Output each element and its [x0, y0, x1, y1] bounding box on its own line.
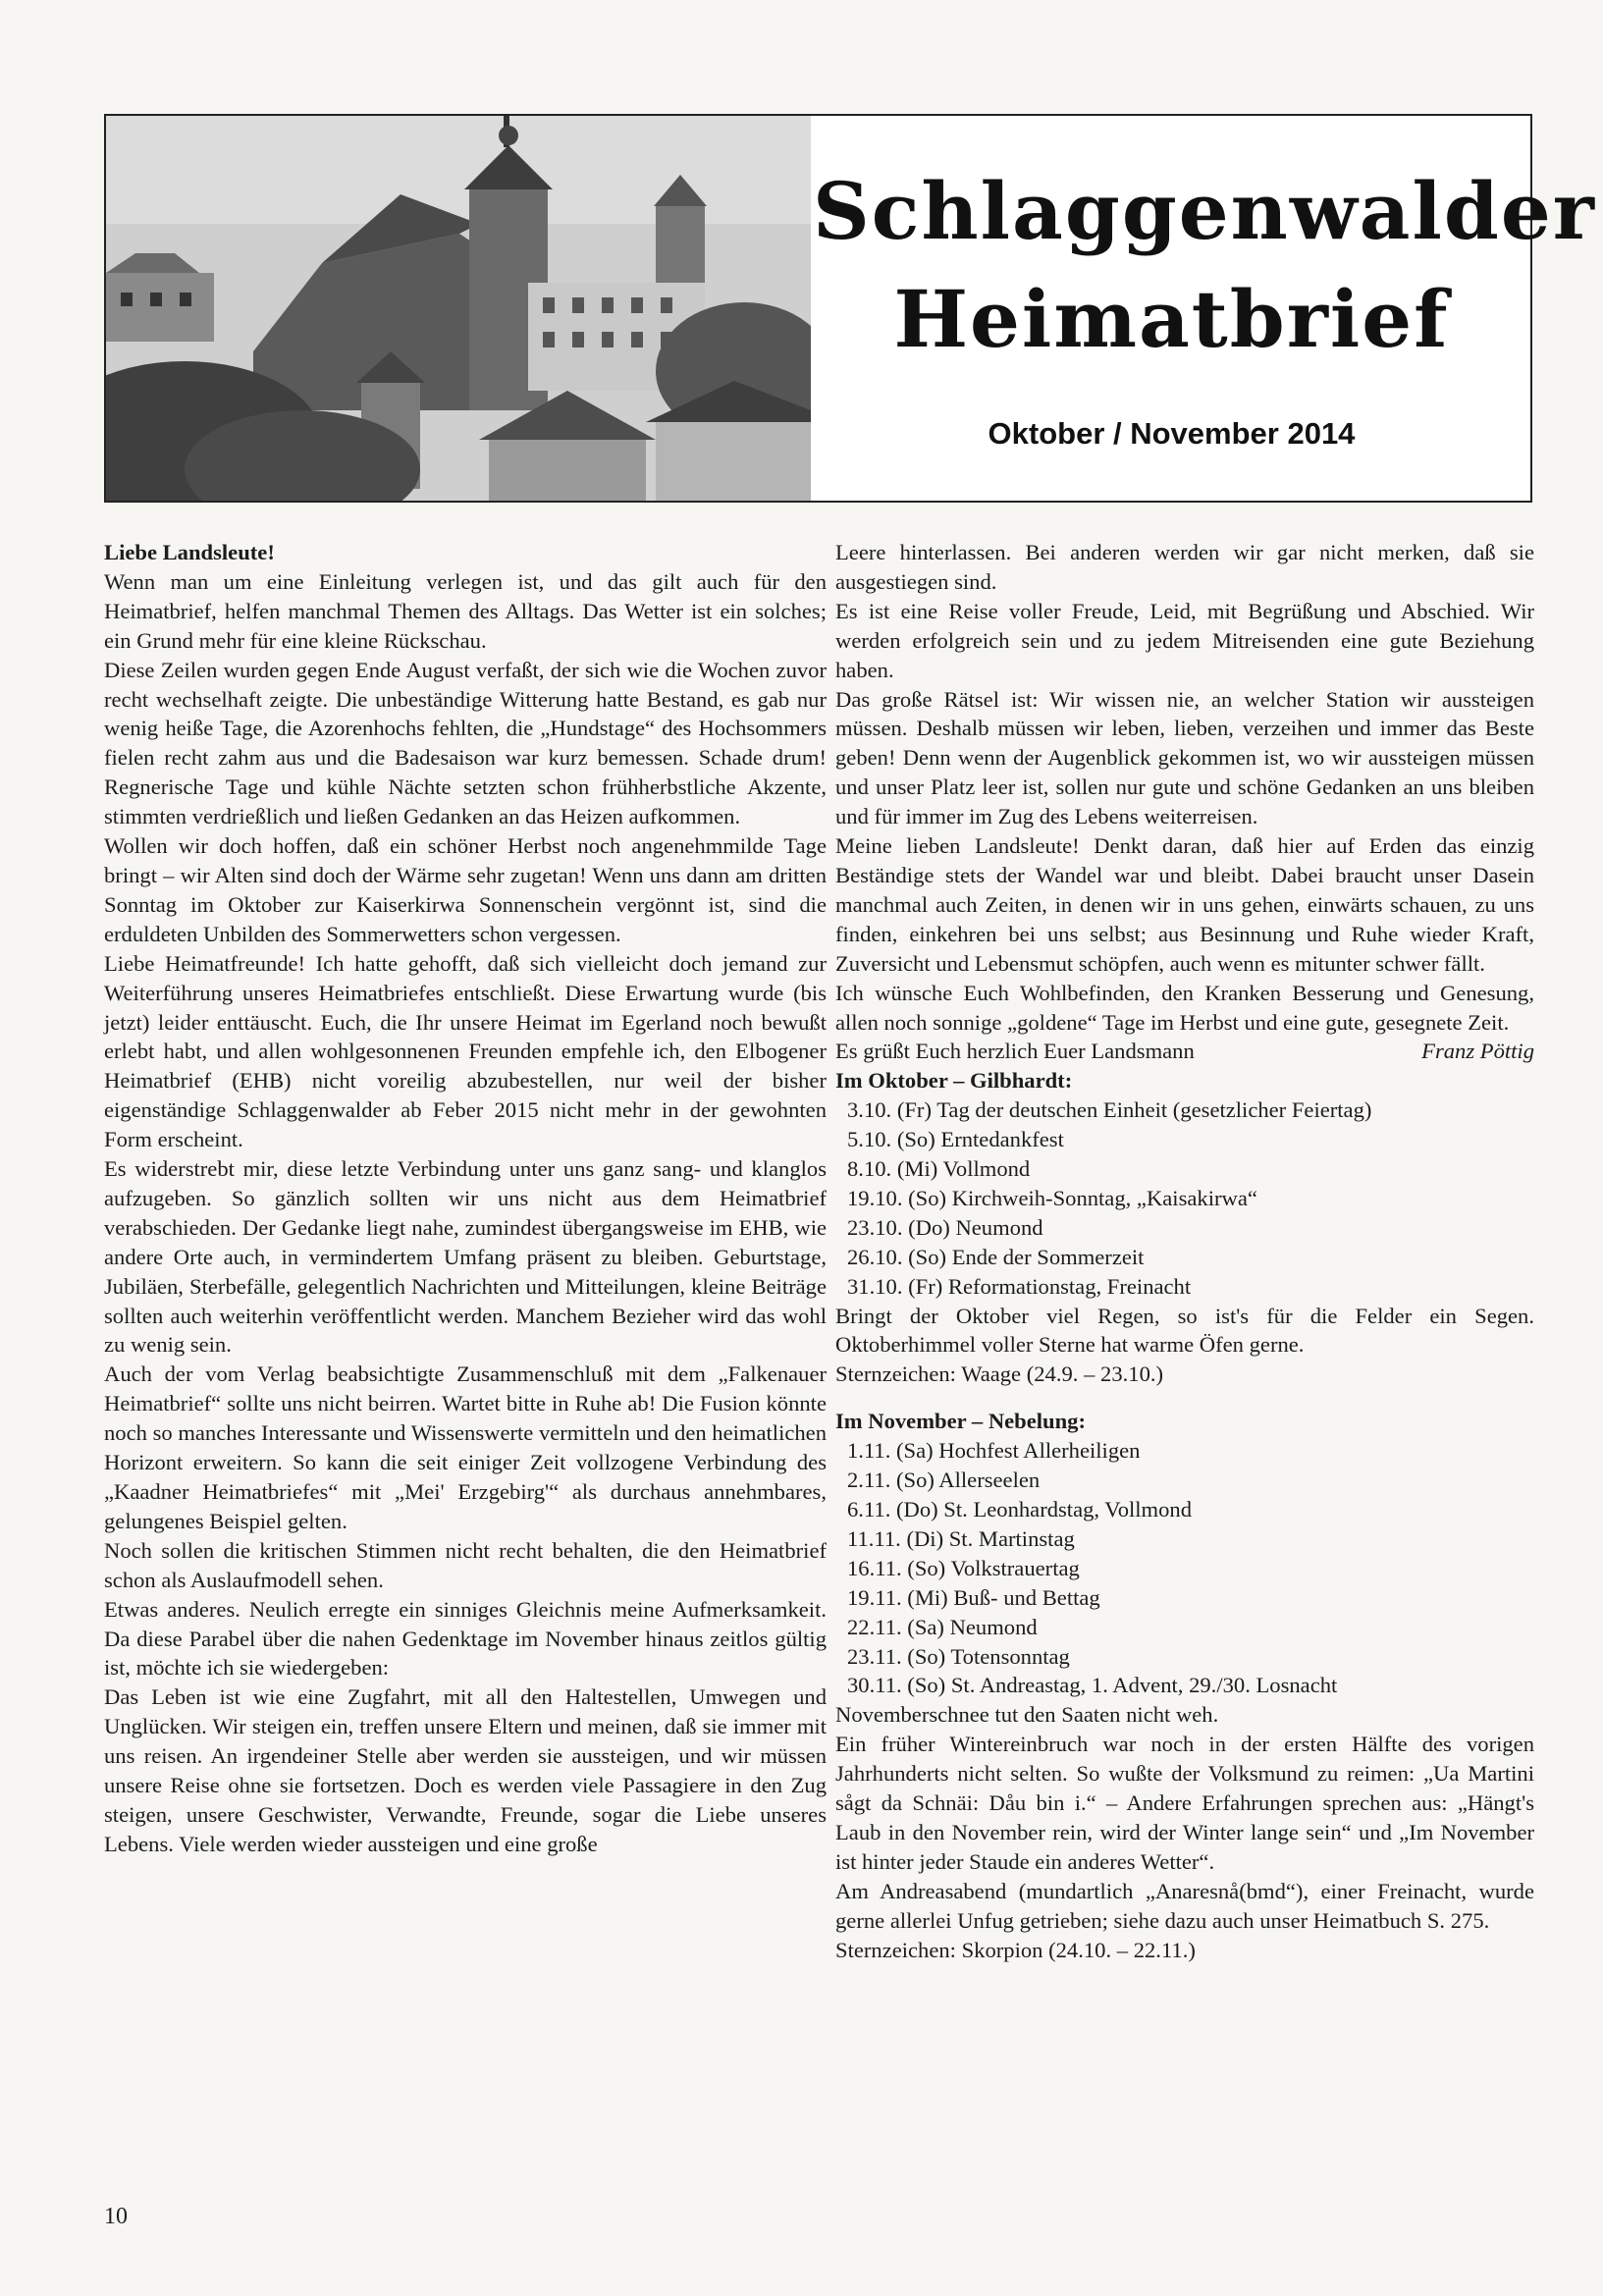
greeting: Liebe Landsleute! — [104, 540, 275, 564]
paragraph: Diese Zeilen wurden gegen Ende August verfaßt, der sich wie die Wochen zuvor recht wechselhaft zeigte. Die unbeständige Witterung hatte Bestand, es gab nur wenig heiße Tage, die Azorenhochs fehlten, die „Hundstage“ des Hochsommers fielen recht zahm aus und die Badesaison war kurz bemessen. Schade drum! Regnerische Tage und kühle Nächte setzten schon frühherbstliche Akzente, stimmten verdrießlich und ließen Gedanken an das Heizen aufkommen. — [104, 657, 827, 829]
closing: Es grüßt Euch herzlich Euer Landsmann — [835, 1039, 1195, 1064]
paragraph: Es ist eine Reise voller Freude, Leid, mit Begrüßung und Abschied. Wir werden erfolgreich sein und zu jedem Mitreisenden eine gute Beziehung haben. — [835, 598, 1534, 682]
list-item: 3.10. (Fr) Tag der deutschen Einheit (gesetzlicher Feiertag) — [847, 1097, 1372, 1123]
paragraph: Leere hinterlassen. Bei anderen werden wir gar nicht merken, daß sie ausgestiegen sind. — [835, 540, 1534, 594]
list-item: 31.10. (Fr) Reformationstag, Freinacht — [847, 1273, 1192, 1299]
list-item: 2.11. (So) Allerseelen — [847, 1468, 1041, 1493]
list-item: 19.10. (So) Kirchweih-Sonntag, „Kaisakirwa“ — [847, 1185, 1257, 1210]
paragraph: Ich wünsche Euch Wohlbefinden, den Kranken Besserung und Genesung, allen noch sonnige „goldene“ Tage im Herbst und eine gute, gesegnete Zeit. — [835, 980, 1534, 1035]
november-saying: Novemberschnee tut den Saaten nicht weh. — [835, 1702, 1219, 1728]
paragraph: Wenn man um eine Einleitung verlegen ist, und das gilt auch für den Heimatbrief, helfen manchmal Themen des Alltags. Das Wetter ist ein solches; ein Grund mehr für eine kleine Rückschau. — [104, 568, 827, 653]
list-item: 6.11. (Do) St. Leonhardstag, Vollmond — [847, 1497, 1193, 1522]
paragraph: Auch der vom Verlag beabsichtigte Zusammenschluß mit dem „Falkenauer Heimatbrief“ sollte uns nicht beirren. Wartet bitte in Ruhe ab! Die Fusion könnte noch so manches Interessante und Wissenswerte vermitteln und den heimatlichen Horizont erweitern. So kann die seit einiger Zeit vollzogene Verbindung des „Kaadner Heimatbriefes“ mit „Mei' Erzgebirg'“ als durchaus annehmbares, gelungenes Beispiel gelten. — [104, 1362, 827, 1533]
list-item: 5.10. (So) Erntedankfest — [847, 1127, 1064, 1152]
list-item: 11.11. (Di) St. Martinstag — [847, 1525, 1075, 1551]
list-item: 26.10. (So) Ende der Sommerzeit — [847, 1244, 1145, 1269]
list-item: 19.11. (Mi) Buß- und Bettag — [847, 1584, 1100, 1610]
october-list — [835, 1095, 1534, 1301]
town-photo — [106, 116, 811, 501]
church-photo-illustration — [106, 116, 811, 501]
masthead-title-line2: Heimatbrief — [893, 273, 1450, 365]
list-item: 23.10. (Do) Neumond — [847, 1214, 1043, 1240]
november-text: Ein früher Wintereinbruch war noch in der ersten Hälfte des vorigen Jahrhunderts nicht selten. So wußte der Volksmund zu reimen: „Ua Martini sågt da Schnäi: Dåu bin i.“ – Andere Erfahrungen sprechen aus: „Hängt's Laub in den November rein, wird der Winter lange sein“ und „Im November ist hinter jeder Staude ein anderes Wetter“. — [835, 1732, 1534, 1874]
paragraph: Wollen wir doch hoffen, daß ein schöner Herbst noch angenehmmilde Tage bringt – wir Alten sind doch der Wärme sehr zugetan! Wenn uns dann am dritten Sonntag im Oktober zur Kaiserkirwa Sonnenschein vergönnt ist, sind die erduldeten Unbilden des Sommerwetters schon vergessen. — [104, 833, 827, 946]
paragraph: Meine lieben Landsleute! Denkt daran, daß hier auf Erden das einzig Beständige stets der Wandel war und bleibt. Dabei braucht unser Dasein manchmal auch Zeiten, in denen wir in uns gehen, einwärts schauen, zu uns finden, einkehren bei uns selbst; aus Besinnung und Ruhe wieder Kraft, Zuversicht und Lebensmut schöpfen, auch wenn es mitunter schwer fällt. — [835, 833, 1534, 976]
paragraph: Etwas anderes. Neulich erregte ein sinniges Gleichnis meine Aufmerksamkeit. Da diese Parabel über die nahen Gedenktage im November hinaus zeitlos gültig ist, möchte ich sie wiedergeben: — [104, 1596, 827, 1681]
paragraph: Das Leben ist wie eine Zugfahrt, mit all den Haltestellen, Umwegen und Unglücken. Wir steigen ein, treffen unsere Eltern und meinen, daß sie immer mit uns reisen. An irgendeiner Stelle aber werden sie aussteigen, und wir müssen unsere Reise ohne sie fortsetzen. Doch es werden viele Passagiere in den Zug steigen, unsere Geschwister, Verwandte, Freunde, sogar die Liebe unseres Lebens. Viele werden wieder aussteigen und eine große — [104, 1684, 827, 1856]
list-item: 16.11. (So) Volkstrauertag — [847, 1555, 1080, 1580]
october-zodiac: Sternzeichen: Waage (24.9. – 23.10.) — [835, 1362, 1164, 1387]
masthead — [813, 116, 1596, 501]
list-item: 8.10. (Mi) Vollmond — [847, 1156, 1031, 1182]
paragraph: Das große Rätsel ist: Wir wissen nie, an welcher Station wir aussteigen müssen. Deshalb müssen wir leben, lieben, verzeihen und immer das Beste geben! Denn wenn der Augenblick gekommen ist, wo wir aussteigen müssen und unser Platz leer ist, sollen nur gute und schöne Gedanken an uns bleiben und für immer im Zug des Lebens weiterreisen. — [835, 686, 1534, 829]
october-heading: Im Oktober – Gilbhardt: — [835, 1068, 1073, 1094]
issue-date: Oktober / November 2014 — [988, 416, 1356, 451]
november-text: Am Andreasabend (mundartlich „Anaresnå(bmd“), einer Freinacht, wurde gerne allerlei Unfug getrieben; siehe dazu auch unser Heimatbuch S. 275. — [835, 1878, 1534, 1933]
november-list — [835, 1436, 1534, 1700]
list-item: 30.11. (So) St. Andreastag, 1. Advent, 29./30. Losnacht — [847, 1673, 1338, 1698]
paragraph: Es widerstrebt mir, diese letzte Verbindung unter uns ganz sang- und klanglos aufzugeben. So gänzlich sollten wir uns nicht aus dem Heimatbrief verabschieden. Der Gedanke liegt nahe, zumindest übergangsweise im EHB, wie andere Orte auch, in vermindertem Umfang präsent zu bleiben. Geburtstage, Jubiläen, Sterbefälle, gelegentlich Nachrichten und Mitteilungen, kleine Beiträge sollten auch weiterhin veröffentlicht werden. Manchem Bezieher wird das wohl zu wenig sein. — [104, 1156, 827, 1358]
left-column — [104, 538, 827, 1859]
spacer — [835, 1389, 1534, 1407]
paragraph: Noch sollen die kritischen Stimmen nicht recht behalten, die den Heimatbrief schon als Auslaufmodell sehen. — [104, 1537, 827, 1592]
november-zodiac: Sternzeichen: Skorpion (24.10. – 22.11.) — [835, 1937, 1196, 1962]
november-heading: Im November – Nebelung: — [835, 1409, 1086, 1434]
masthead-box — [104, 114, 1596, 503]
right-column — [835, 538, 1534, 1965]
paragraph: Liebe Heimatfreunde! Ich hatte gehofft, daß sich vielleicht doch jemand zur Weiterführung unseres Heimatbriefes entschließt. Diese Erwartung wurde (bis jetzt) leider enttäuscht. Euch, die Ihr unsere Heimat im Egerland noch bewußt erlebt habt, und allen wohlgesonnenen Freunden empfehle ich, den Elbogener Heimatbrief (EHB) nicht voreilig abzubestellen, nur weil der bisher eigenständige Schlaggenwalder ab Feber 2015 nicht mehr in der gewohnten Form erscheint. — [104, 950, 827, 1152]
list-item: 23.11. (So) Totensonntag — [847, 1643, 1070, 1669]
author: Franz Pöttig — [1421, 1039, 1534, 1064]
list-item: 1.11. (Sa) Hochfest Allerheiligen — [847, 1438, 1141, 1464]
list-item: 22.11. (Sa) Neumond — [847, 1614, 1038, 1639]
page-number: 10 — [104, 2204, 128, 2229]
masthead-title-line1: Schlaggenwalder — [813, 165, 1596, 257]
october-saying: Bringt der Oktober viel Regen, so ist's für die Felder ein Segen. Oktoberhimmel voller Sterne hat warme Öfen gerne. — [835, 1303, 1534, 1358]
signature-line — [835, 1037, 1534, 1066]
